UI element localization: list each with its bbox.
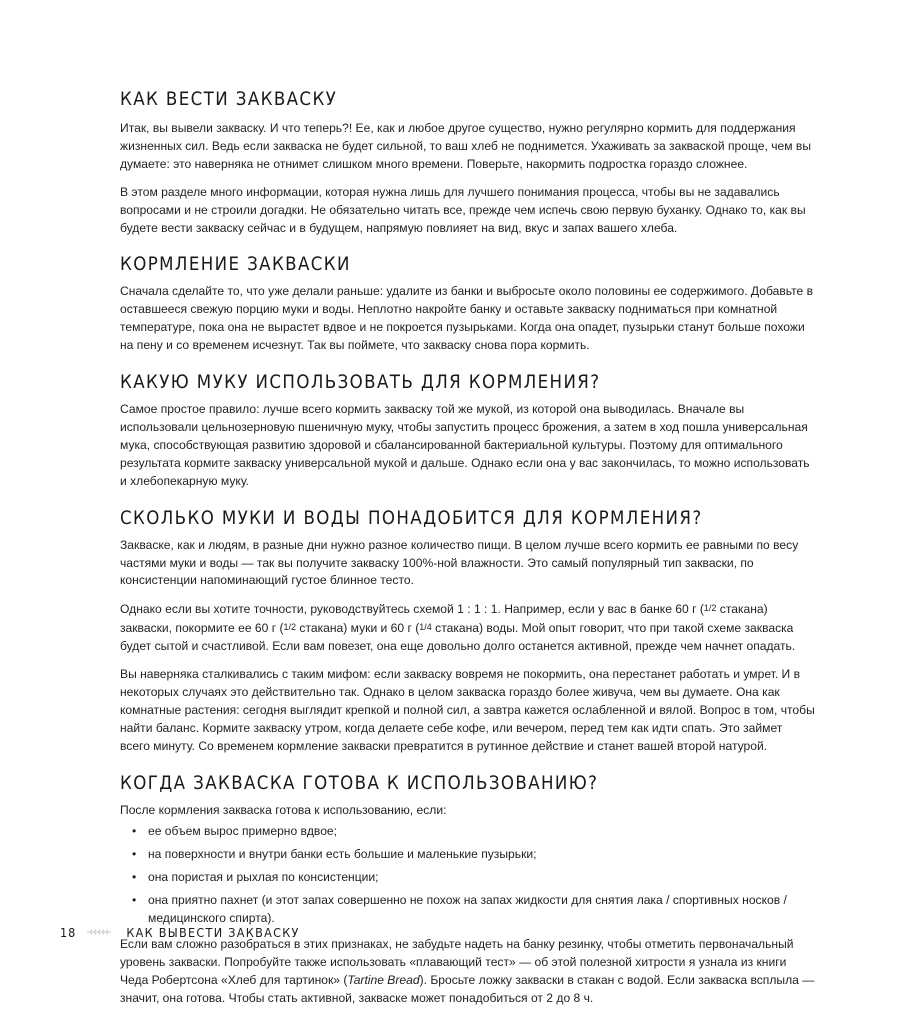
paragraph: Сначала сделайте то, что уже делали раньше: удалите из банки и выбросьте около половины ее содержимого. Добавьте в оставшееся свежую порцию муки и воды. Неплотно накройте банку и оставьте закваску подниматься при комнатной температуре, пока она не вырастет вдвое и не покроется пузырьками. Когда она опадет, пузырьки станут больше похожи на пену и со временем исчезнут. Так вы поймете, что закваску снова пора кормить.	[120, 284, 814, 353]
paragraph: Итак, вы вывели закваску. И что теперь?! Ее, как и любое другое существо, нужно регулярно кормить для поддержания жизненных сил. Ведь если закваска не будет сильной, то ваш хлеб не поднимется. Ухаживать за закваской проще, чем вы думаете: это наверняка не отнимет слишком много времени. Поверьте, накормить подростка гораздо сложнее.	[120, 121, 812, 171]
section-flour	[120, 371, 815, 491]
paragraph-float-test	[120, 936, 815, 1008]
section-title-main: КАК ВЕСТИ ЗАКВАСКУ	[120, 89, 338, 110]
section-amount	[120, 507, 815, 756]
section-title-ready: КОГДА ЗАКВАСКА ГОТОВА К ИСПОЛЬЗОВАНИЮ?	[120, 772, 599, 794]
book-title-italic: Tartine Bread	[347, 972, 420, 987]
text-fragment: Однако если вы хотите точности, руководствуйтесь схемой 1 : 1 : 1. Например, если у вас в банке 60 г (	[120, 602, 704, 617]
fraction: 1/2	[283, 622, 297, 633]
text-fragment: стакана) воды. Мой опыт говорит, что при такой схеме закваска будет сытой и счастливой. Если вам повезет, она еще довольно долго останется активной, прежде чем начнет опадать.	[120, 621, 796, 654]
page-content	[120, 88, 815, 1018]
section-feeding	[120, 253, 815, 355]
readiness-list	[120, 823, 815, 928]
section-ready	[120, 772, 815, 1008]
list-item: • она приятно пахнет (и этот запах совершенно не похож на запах жидкости для снятия лака / спортивных носков / медицинского спирта).	[132, 892, 815, 928]
list-item: • она пористая и рыхлая по консистенции;	[132, 869, 815, 887]
paragraph: Самое простое правило: лучше всего кормить закваску той же мукой, из которой она выводилась. Вначале вы использовали цельнозерновую пшеничную муку, чтобы запустить процесс брожения, а затем в ход пошла универсальная мука, способствующая развитию здоровой и сбалансированной бактериальной культуры. Поэтому для оптимального результата кормите закваску универсальной мукой и дальше. Однако если она у вас закончилась, то можно использовать и хлебопекарную муку.	[120, 402, 810, 488]
section-title-flour: КАКУЮ МУКУ ИСПОЛЬЗОВАТЬ ДЛЯ КОРМЛЕНИЯ?	[120, 372, 601, 394]
wheat-ornament-icon	[86, 928, 112, 936]
list-item: • ее объем вырос примерно вдвое;	[132, 823, 815, 841]
text-fragment: ). Бросьте ложку закваски в стакан с водой. Если закваска всплыла — значит, она готова. Чтобы стать активной, закваске может понадобиться от 2 до 8 ч.	[120, 972, 815, 1005]
section-title-feeding: КОРМЛЕНИЕ ЗАКВАСКИ	[120, 254, 351, 276]
running-title: КАК ВЫВЕСТИ ЗАКВАСКУ	[126, 924, 300, 940]
text-fragment: Если вам сложно разобраться в этих признаках, не забудьте надеть на банку резинку, чтобы отметить первоначальный уровень закваски. Попробуйте также использовать «плавающий тест» — об этой полезной хитрости я узнала из книги Чеда Робертсона «Хлеб для тартинок» (	[120, 937, 794, 987]
paragraph: В этом разделе много информации, которая нужна лишь для лучшего понимания процесса, чтобы вы не задавались вопросами и не строили догадки. Не обязательно читать все, прежде чем испечь свою первую буханку. Однако то, как вы будете вести закваску сейчас и в будущем, напрямую повлияет на вид, вкус и запах вашего хлеба.	[120, 184, 806, 235]
paragraph: Закваске, как и людям, в разные дни нужно разное количество пищи. В целом лучше всего кормить ее равными по весу частями муки и воды — так вы получите закваску 100%-ной влажности. Это самый популярный тип закваски, по консистенции напоминающий густое блинное тесто.	[120, 537, 799, 588]
fraction: 1/4	[419, 622, 432, 633]
text-fragment: стакана) закваски, покормите ее 60 г (	[120, 602, 768, 636]
paragraph: После кормления закваска готова к использованию, если:	[120, 802, 447, 817]
text-fragment: стакана) муки и 60 г (	[296, 621, 420, 636]
page-footer	[60, 922, 300, 942]
paragraph: Вы наверняка сталкивались с таким мифом: если закваску вовремя не покормить, она перестанет работать и умрет. И в некоторых случаях это действительно так. Однако в целом закваска гораздо более живуча, чем вы думаете. Она как комнатные растения: сегодня выглядит крепкой и полной сил, а завтра кажется ослабленной и вялой. Вопрос в том, чтобы найти баланс. Кормите закваску утром, когда делаете себе кофе, или вечером, перед тем как идти спать. Это займет всего минуту. Со временем кормление закваски превратится в рутинное действие и станет вашей второй натурой.	[120, 667, 815, 753]
list-item: • на поверхности и внутри банки есть большие и маленькие пузырьки;	[132, 846, 815, 864]
fraction: 1/2	[703, 603, 717, 614]
page-number: 18	[60, 924, 77, 940]
section-title-amount: СКОЛЬКО МУКИ И ВОДЫ ПОНАДОБИТСЯ ДЛЯ КОРМЛЕНИЯ?	[120, 507, 703, 529]
paragraph-ratio	[120, 600, 815, 656]
